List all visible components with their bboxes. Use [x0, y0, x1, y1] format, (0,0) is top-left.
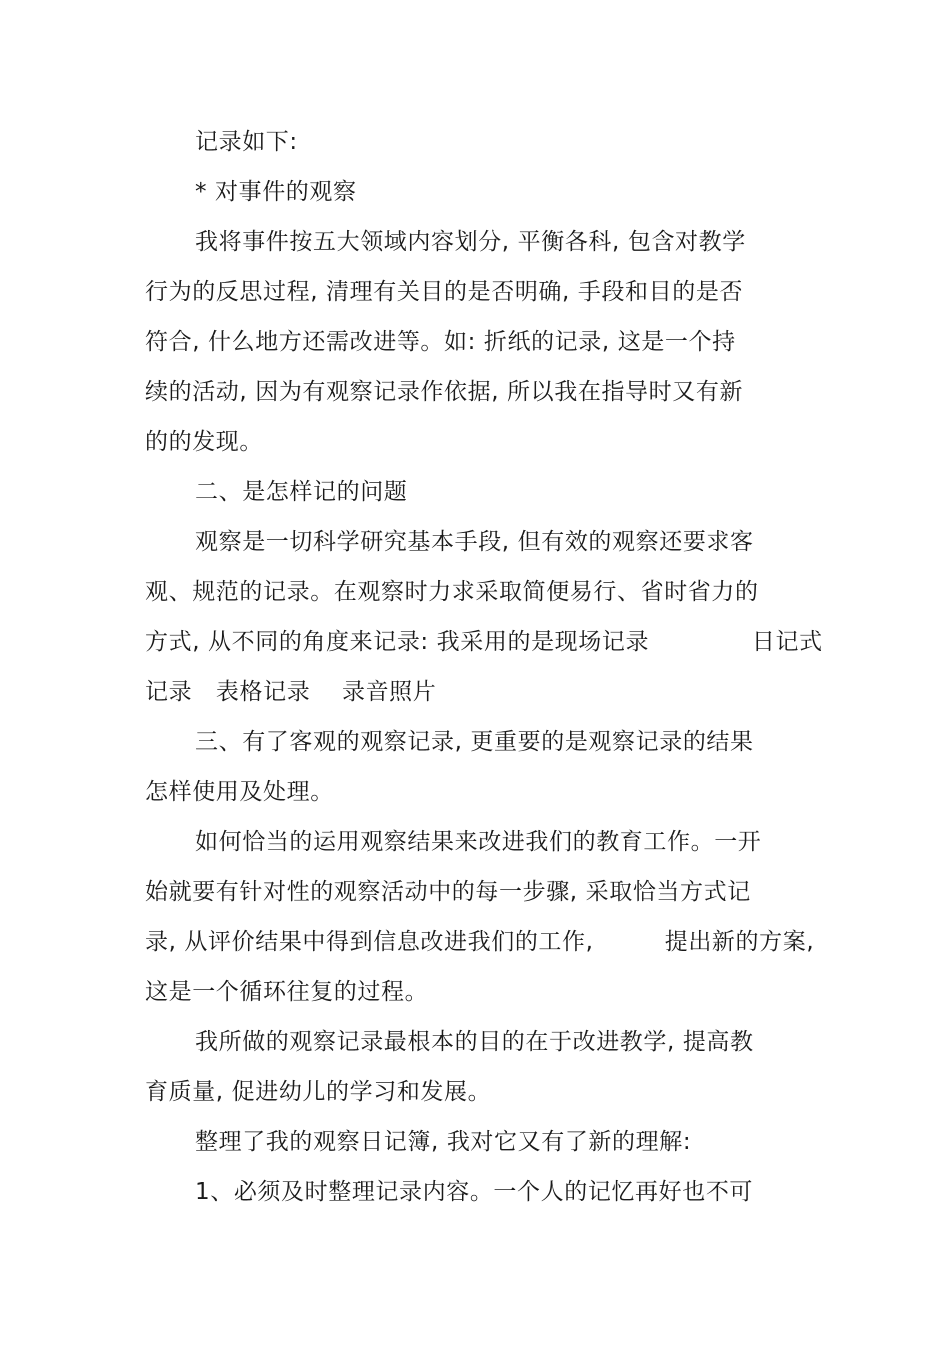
text-line: 这是一个循环往复的过程。 — [145, 979, 429, 1005]
text-line: 我将事件按五大领域内容划分, 平衡各科, 包含对教学 — [195, 229, 746, 255]
text-line: 我所做的观察记录最根本的目的在于改进教学, 提高教 — [195, 1029, 754, 1055]
text-line: 记录 表格记录 录音照片 — [145, 679, 437, 705]
text-line: 记录如下: — [195, 129, 298, 155]
list-item: 1、必须及时整理记录内容。一个人的记忆再好也不可 — [195, 1179, 754, 1205]
section-heading: 二、是怎样记的问题 — [195, 479, 408, 505]
text-line: 观察是一切科学研究基本手段, 但有效的观察还要求客 — [195, 529, 754, 555]
text-line: 整理了我的观察日记簿, 我对它又有了新的理解: — [195, 1129, 692, 1155]
text-line: 方式, 从不同的角度来记录: 我采用的是现场记录 日记式 — [145, 629, 823, 655]
text-line: 续的活动, 因为有观察记录作依据, 所以我在指导时又有新 — [145, 379, 744, 405]
text-line: 怎样使用及处理。 — [145, 779, 334, 805]
text-line: 观、规范的记录。在观察时力求采取简便易行、省时省力的 — [145, 579, 759, 605]
text-line: 始就要有针对性的观察活动中的每一步骤, 采取恰当方式记 — [145, 879, 751, 905]
text-line: 录, 从评价结果中得到信息改进我们的工作, 提出新的方案, — [145, 929, 815, 955]
text-line: 行为的反思过程, 清理有关目的是否明确, 手段和目的是否 — [145, 279, 744, 305]
text-line: 如何恰当的运用观察结果来改进我们的教育工作。一开 — [195, 829, 762, 855]
section-heading: 三、有了客观的观察记录, 更重要的是观察记录的结果 — [195, 729, 754, 755]
text-line: 符合, 什么地方还需改进等。如: 折纸的记录, 这是一个持 — [145, 329, 736, 355]
section-heading: * 对事件的观察 — [195, 179, 357, 205]
text-line: 育质量, 促进幼儿的学习和发展。 — [145, 1079, 492, 1105]
text-line: 的的发现。 — [145, 429, 263, 455]
